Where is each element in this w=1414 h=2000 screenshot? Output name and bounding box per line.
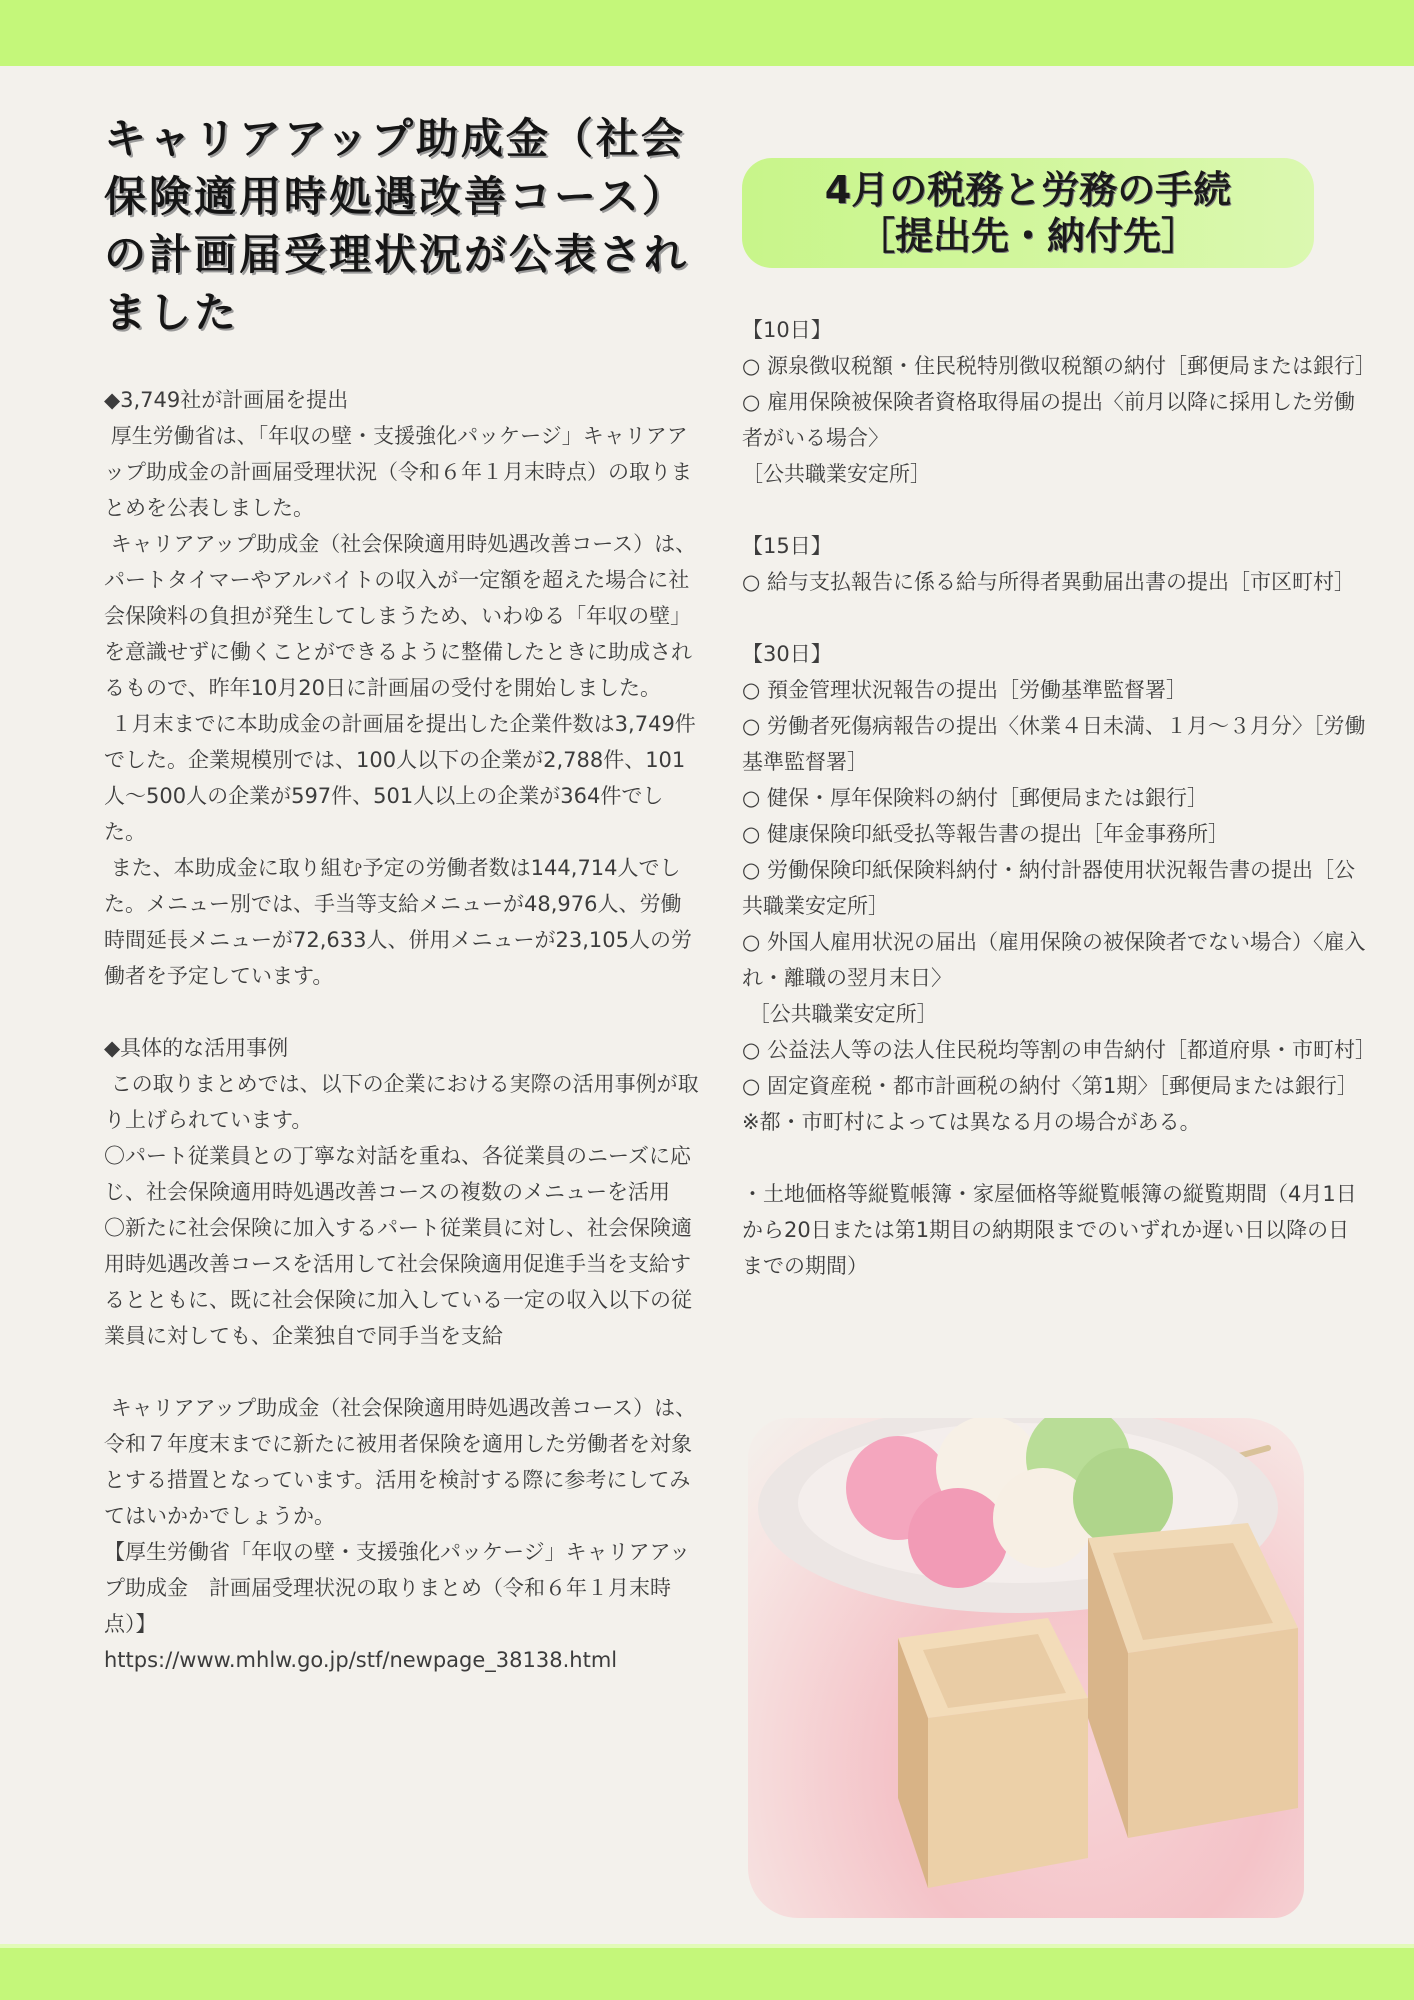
spacer <box>104 1354 700 1390</box>
schedule-item: ○ 雇用保険被保険者資格取得届の提出〈前月以降に採用した労働者がいる場合〉 <box>742 390 1355 450</box>
paragraph: 厚生労働省は、「年収の壁・支援強化パッケージ」キャリアアップ助成金の計画届受理状況（令和６年１月末時点）の取りまとめを公表しました。 <box>104 424 692 520</box>
section-heading: ◆具体的な活用事例 <box>104 1036 289 1060</box>
schedule-item: ○ 公益法人等の法人住民税均等割の申告納付［都道府県・市町村］ <box>742 1038 1376 1062</box>
list-item: 〇新たに社会保険に加入するパート従業員に対し、社会保険適用時処遇改善コースを活用して社会保険適用促進手当を支給するとともに、既に社会保険に加入している一定の収入以下の従業員に対しても、企業独自で同手当を支給 <box>104 1216 692 1348</box>
source-citation: 【厚生労働省「年収の壁・支援強化パッケージ」キャリアアップ助成金 計画届受理状況の取りまとめ（令和６年１月末時点）】 <box>104 1540 691 1636</box>
schedule-item: ○ 源泉徴収税額・住民税特別徴収税額の納付［郵便局または銀行］ <box>742 354 1376 378</box>
schedule-title-badge <box>742 158 1314 268</box>
date-heading: 【30日】 <box>742 642 832 666</box>
dango-and-masu-photo <box>748 1418 1304 1918</box>
paragraph: キャリアアップ助成金（社会保険適用時処遇改善コース）は、パートタイマーやアルバイトの収入が一定額を超えた場合に社会保険料の負担が発生してしまうため、いわゆる「年収の壁」を意識せずに働くことができるように整備したときに助成されるもので、昨年10月20日に計画届の受付を開始しました。 <box>104 532 697 700</box>
schedule-note: ※都・市町村によっては異なる月の場合がある。 <box>742 1110 1201 1134</box>
article-title: キャリアアップ助成金（社会保険適用時処遇改善コース）の計画届受理状況が公表されました <box>104 114 690 337</box>
masu-box-large <box>1088 1523 1298 1838</box>
paragraph: １月末までに本助成金の計画届を提出した企業件数は3,749件でした。企業規模別では、100人以下の企業が2,788件、101人～500人の企業が597件、501人以上の企業が364件でした。 <box>104 712 696 844</box>
masu-front <box>1128 1628 1298 1838</box>
schedule-item: ○ 預金管理状況報告の提出［労働基準監督署］ <box>742 678 1187 702</box>
schedule-item: ○ 健康保険印紙受払等報告書の提出［年金事務所］ <box>742 822 1229 846</box>
photo-illustration <box>748 1418 1304 1918</box>
badge-title: 4月の税務と労務の手続 <box>824 168 1232 212</box>
schedule-list <box>742 312 1376 1284</box>
paragraph: キャリアアップ助成金（社会保険適用時処遇改善コース）は、令和７年度末までに新たに被用者保険を適用した労働者を対象とする措置となっています。活用を検討する際に参考にしてみてはいかかでしょうか。 <box>104 1396 697 1528</box>
spacer <box>104 994 700 1030</box>
schedule-item: ○ 外国人雇用状況の届出（雇用保険の被保険者でない場合）〈雇入れ・離職の翌月末日〉 <box>742 930 1366 990</box>
top-band <box>0 0 1414 66</box>
schedule-item: ○ 給与支払報告に係る給与所得者異動届出書の提出［市区町村］ <box>742 570 1355 594</box>
schedule-column <box>742 158 1376 1284</box>
article-column <box>104 110 700 1678</box>
bottom-band <box>0 1944 1414 2000</box>
source-url-link[interactable]: https://www.mhlw.go.jp/stf/newpage_38138.html <box>104 1648 618 1672</box>
schedule-item: ［公共職業安定所］ <box>742 1002 938 1026</box>
dango-pink-2 <box>908 1488 1008 1588</box>
schedule-item: ○ 固定資産税・都市計画税の納付〈第1期〉［郵便局または銀行］ <box>742 1074 1358 1098</box>
spacer <box>742 600 1370 636</box>
paragraph: この取りまとめでは、以下の企業における実際の活用事例が取り上げられています。 <box>104 1072 699 1132</box>
paragraph: また、本助成金に取り組む予定の労働者数は144,714人でした。メニュー別では、手当等支給メニューが48,976人、労働時間延長メニューが72,633人、併用メニューが23,105人の労働者を予定しています。 <box>104 856 692 988</box>
schedule-item: ○ 健保・厚年保険料の納付［郵便局または銀行］ <box>742 786 1208 810</box>
schedule-item: ○ 労働保険印紙保険料納付・納付計器使用状況報告書の提出［公共職業安定所］ <box>742 858 1355 918</box>
masu-box-small <box>898 1618 1088 1888</box>
schedule-item: ○ 労働者死傷病報告の提出〈休業４日未満、１月～３月分〉［労働基準監督署］ <box>742 714 1366 774</box>
section-heading: ◆3,749社が計画届を提出 <box>104 388 349 412</box>
date-heading: 【15日】 <box>742 534 832 558</box>
masu-small-front <box>928 1698 1088 1888</box>
schedule-item: ・土地価格等縦覧帳簿・家屋価格等縦覧帳簿の縦覧期間（4月1日から20日または第1期目の納期限までのいずれか遅い日以降の日までの期間） <box>742 1182 1357 1278</box>
spacer <box>742 1140 1370 1176</box>
date-heading: 【10日】 <box>742 318 832 342</box>
badge-subtitle: ［提出先・納付先］ <box>856 214 1199 258</box>
spacer <box>742 492 1370 528</box>
list-item: 〇パート従業員との丁寧な対話を重ね、各従業員のニーズに応じ、社会保険適用時処遇改善コースの複数のメニューを活用 <box>104 1144 691 1204</box>
schedule-item: ［公共職業安定所］ <box>742 462 931 486</box>
